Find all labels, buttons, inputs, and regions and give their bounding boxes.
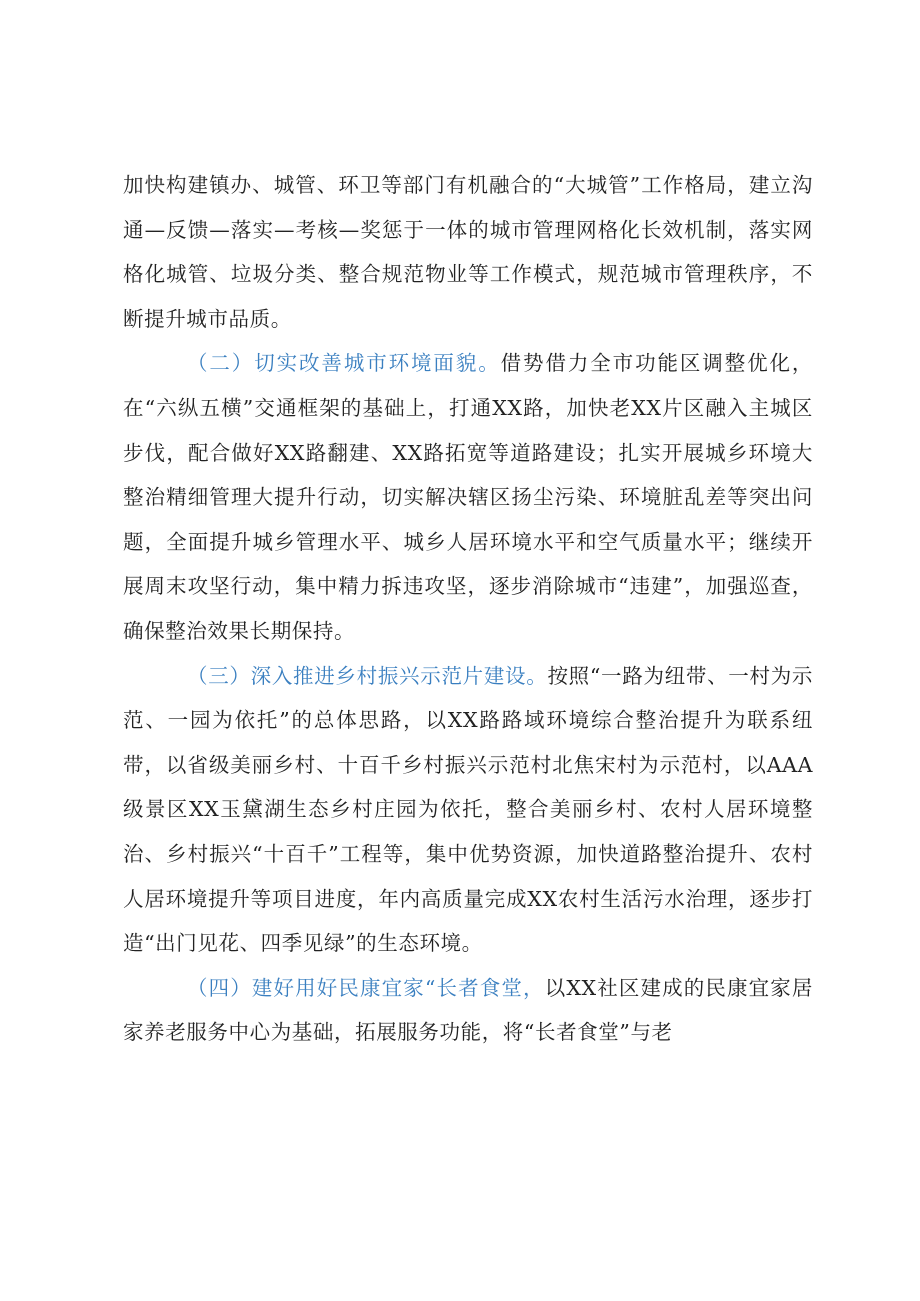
section-heading-2: （二）切实改善城市环境面貌。: [187, 351, 501, 376]
paragraph-continuation: [123, 163, 813, 341]
paragraph-text: 加快构建镇办、城管、环卫等部门有机融合的“大城管”工作格局，建立沟通—反馈—落实—考核—奖惩于一体的城市管理网格化长效机制，落实网格化城管、垃圾分类、整合规范物业等工作模式，规范城市管理秩序，不断提升城市品质。: [123, 173, 813, 331]
paragraph-text: 以XX社区建成的民康宜家居家养老服务中心为基础，拓展服务功能，将“长者食堂”与老: [123, 975, 813, 1045]
section-heading-4: （四）建好用好民康宜家“长者食堂，: [187, 975, 545, 1000]
paragraph-section-2: [123, 341, 813, 653]
paragraph-section-3: [123, 654, 813, 966]
paragraph-text: 按照“一路为纽带、一村为示范、一园为依托”的总体思路，以XX路路域环境综合整治提升为联系纽带，以省级美丽乡村、十百千乡村振兴示范村北焦宋村为示范村，以AAA级景区XX玉黛湖生态乡村庄园为依托，整合美丽乡村、农村人居环境整治、乡村振兴“十百千”工程等，集中优势资源，加快道路整治提升、农村人居环境提升等项目进度，年内高质量完成XX农村生活污水治理，逐步打造“出门见花、四季见绿”的生态环境。: [123, 663, 813, 956]
document-body: [123, 163, 813, 1055]
section-heading-3: （三）深入推进乡村振兴示范片建设。: [187, 663, 548, 688]
paragraph-section-4: [123, 966, 813, 1055]
paragraph-text: 借势借力全市功能区调整优化，在“六纵五横”交通框架的基础上，打通XX路，加快老XX片区融入主城区步伐，配合做好XX路翻建、XX路拓宽等道路建设；扎实开展城乡环境大整治精细管理大提升行动，切实解决辖区扬尘污染、环境脏乱差等突出问题，全面提升城乡管理水平、城乡人居环境水平和空气质量水平；继续开展周末攻坚行动，集中精力拆违攻坚，逐步消除城市“违建”，加强巡查，确保整治效果长期保持。: [123, 351, 813, 643]
